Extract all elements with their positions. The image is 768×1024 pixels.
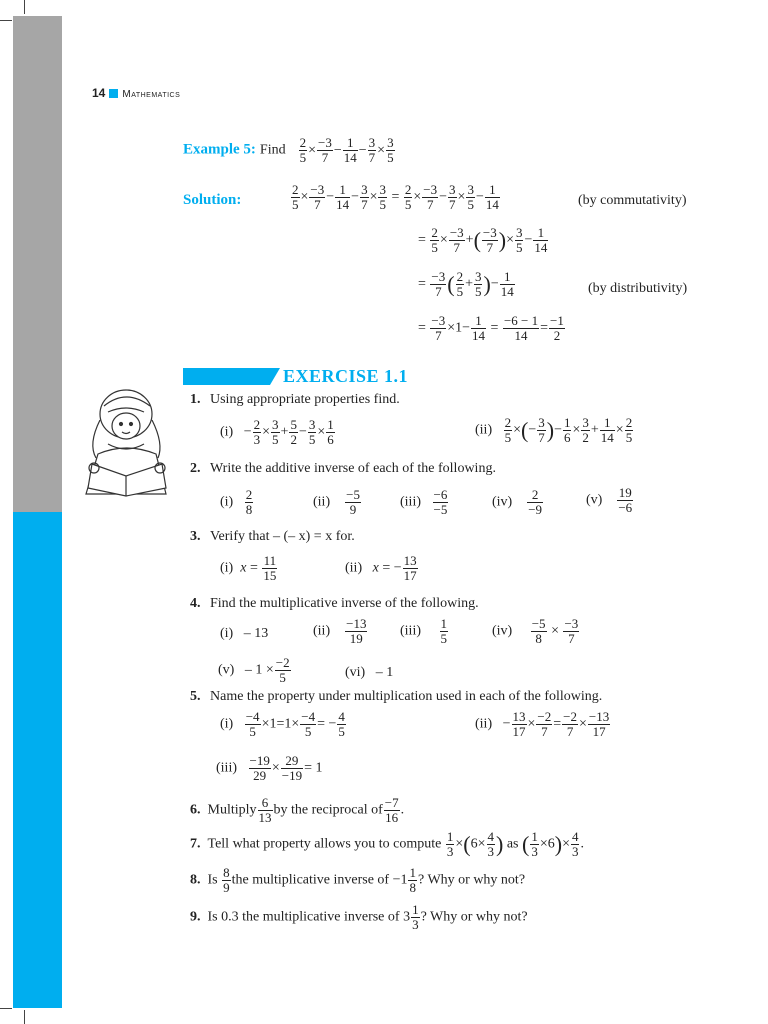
exercise-title: EXERCISE 1.1 <box>283 366 409 386</box>
question-1-part-ii: (ii) $\frac{2}{5}$ ×(− $\frac{3}{7}$ )− $\frac{1}{6}$ × $\frac{3}{2}$ + $\frac{1}{14}$ × $\frac{2}{5}$ <box>475 415 633 445</box>
example-expression: $\frac{2}{5}$ × $\frac{-3}{7}$ − $\frac{1}{14}$ − $\frac{3}{7}$ × $\frac{3}{5}$ <box>299 135 394 165</box>
solution-line-2: = $\frac{2}{5}$ × $\frac{-3}{7}$ +( $\frac{-3}{7}$ )× $\frac{3}{5}$ − $\frac{1}{14}$ <box>418 225 548 255</box>
exercise-bar <box>183 368 270 385</box>
question-5-part-i: (i) $\frac{-4}{5}$ ×1=1× $\frac{-4}{5}$ = − $\frac{4}{5}$ <box>220 709 345 739</box>
question-5: 5. Name the property under multiplication used in each of the following. <box>190 689 603 704</box>
example-5 <box>183 136 396 165</box>
question-3-part-ii: (ii) x = − $\frac{13}{17}$ <box>345 553 417 583</box>
question-5-part-iii: (iii) $\frac{-19}{29}$ × $\frac{29}{-19}$ = 1 <box>216 753 323 783</box>
margin-band-gray <box>13 16 62 512</box>
square-bullet-icon <box>109 89 118 98</box>
question-4-part-i: (i) – 13 <box>220 626 269 641</box>
crop-mark <box>0 20 12 21</box>
question-2-part-v: (v) $\frac{19}{-6}$ <box>586 485 633 515</box>
question-2-part-iv: (iv) $\frac{2}{-9}$ <box>492 487 543 517</box>
subject-name: Mathematics <box>122 89 181 100</box>
question-5-part-ii: (ii) − $\frac{13}{17}$ × $\frac{-2}{7}$ = $\frac{-2}{7}$ × $\frac{-13}{17}$ <box>475 709 610 739</box>
question-4-part-v: (v) – 1 × $\frac{-2}{5}$ <box>218 655 290 685</box>
page-number: 14 <box>92 86 106 100</box>
question-4-part-ii: (ii) $\frac{-13}{19}$ <box>313 616 367 646</box>
question-3-part-i: (i) x = $\frac{11}{15}$ <box>220 553 277 583</box>
question-6: 6. Multiply $\frac{6}{13}$ by the reciprocal of $\frac{-7}{16}$ . <box>190 795 405 825</box>
exercise-bar-tip <box>270 368 280 385</box>
question-3: 3. Verify that – (– x) = x for. <box>190 529 355 544</box>
crop-mark <box>24 0 25 14</box>
example-label: Example 5: <box>183 141 256 158</box>
solution-line-4: = $\frac{-3}{7}$ ×1− $\frac{1}{14}$ = $\frac{-6 - 1}{14}$ = $\frac{-1}{2}$ <box>418 313 564 343</box>
solution-line-1: $\frac{2}{5}$ × $\frac{-3}{7}$ − $\frac{1}{14}$ − $\frac{3}{7}$ × $\frac{3}{5}$ = $\frac{2}{5}$ × $\frac{-3}{7}$ − $\frac{3}{7}$ × $\frac{3}{5}$ − $\frac{1}{14}$ <box>292 182 499 212</box>
question-7: 7. Tell what property allows you to compute $\frac{1}{3}$ ×(6× $\frac{4}{3}$ ) as ( $\frac{1}{3}$ ×6)× $\frac{4}{3}$ . <box>190 829 584 859</box>
question-2: 2. Write the additive inverse of each of the following. <box>190 461 496 476</box>
solution-line-3: = $\frac{-3}{7}$ ( $\frac{2}{5}$ + $\frac{3}{5}$ )− $\frac{1}{14}$ <box>418 269 514 299</box>
question-2-part-ii: (ii) $\frac{-5}{9}$ <box>313 487 360 517</box>
question-4-part-iii: (iii) $\frac{1}{5}$ <box>400 616 447 646</box>
question-8: 8. Is $\frac{8}{9}$ the multiplicative inverse of −1 $\frac{1}{8}$ ? Why or why not? <box>190 865 526 895</box>
running-header <box>92 86 180 100</box>
crop-mark <box>24 1010 25 1024</box>
note-distributivity: (by distributivity) <box>588 281 688 296</box>
question-4-part-vi: (vi) – 1 <box>345 665 394 680</box>
solution-label: Solution: <box>183 192 242 208</box>
question-1: 1. Using appropriate properties find. <box>190 392 400 407</box>
margin-band-blue <box>13 512 62 1008</box>
question-4-part-iv: (iv) $\frac{-5}{8}$ × $\frac{-3}{7}$ <box>492 616 579 646</box>
example-find: Find <box>259 142 286 158</box>
question-9: 9. Is 0.3 the multiplicative inverse of 3 $\frac{1}{3}$ ? Why or why not? <box>190 902 528 932</box>
question-4: 4. Find the multiplicative inverse of the following. <box>190 596 479 611</box>
question-2-part-i: (i) $\frac{2}{8}$ <box>220 487 253 517</box>
crop-mark <box>0 1008 12 1009</box>
note-commutativity: (by commutativity) <box>578 193 687 208</box>
question-1-part-i: (i) − $\frac{2}{3}$ × $\frac{3}{5}$ + $\frac{5}{2}$ − $\frac{3}{5}$ × $\frac{1}{6}$ <box>220 417 334 447</box>
question-2-part-iii: (iii) $\frac{-6}{-5}$ <box>400 487 448 517</box>
girl-reading-illustration <box>78 384 178 504</box>
